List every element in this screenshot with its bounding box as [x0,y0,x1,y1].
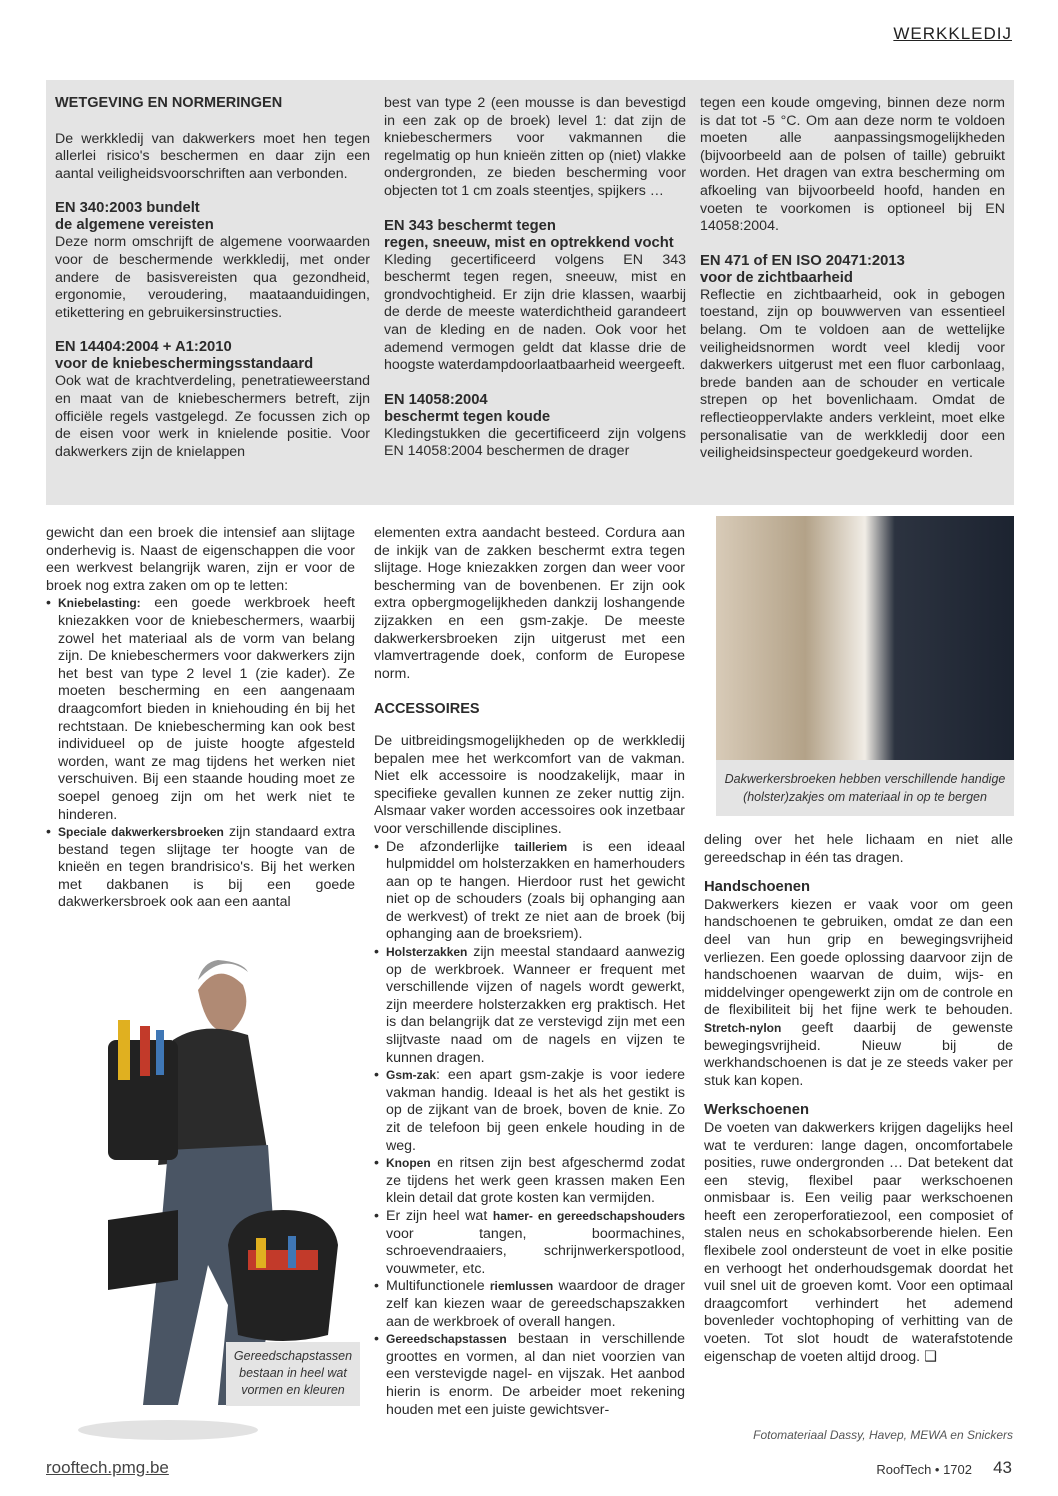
en14058-continued: tegen een koude omgeving, binnen deze norm is dat tot -5 °C. Om aan deze norm te voldoen moeten alle aanpassingsmogelijkheden (bijvoorbeeld aan de polsen of taille) gebruikt worden. Het dragen van extra bescherming om afkoeling van bijvoorbeeld hoofd, handen en voeten te voorkomen is optioneel bij EN 14058:2004. [700,95,1005,235]
shoes-heading: Werkschoenen [704,1102,809,1119]
col3-intro: deling over het hele lichaam en niet alle gereedschap in één tas dragen. [704,832,1013,866]
article-column-3 [704,832,1013,1366]
en471-heading: EN 471 of EN ISO 20471:2013 voor de zichtbaarheid [700,252,905,286]
list-item: • Kniebelasting: een goede werkbroek heeft kniezakken voor de kniebeschermers, waarbij zowel het materiaal als de vorm van belang zijn. De kniebeschermers voor dakwerkers zijn het best van type 2 level 1 (zie kader). Ze moeten bescherming en een aangenaam draagcomfort bieden in kniehouding én bij het rechtstaan. De kniebescherming kan ook best individueel op de juiste hoogte afgesteld worden, want ze mag tijdens het werken niet verschuiven. Bij een staande houding moet ze soepel genoeg zijn om het werk niet te hinderen. [46,595,355,824]
col1-intro: gewicht dan een broek die intensief aan slijtage onderhevig is. Naast de eigenschappen die voor een werkvest belangrijk waren, zijn er voor de broek nog extra zaken om op te letten: [46,525,355,594]
col2-intro: elementen extra aandacht besteed. Cordura aan de inkijk van de zakken beschermt extra tegen slijtage. Hoge kniezakken zorgen dan weer voor bescherming van de bovenbenen. Er zijn ook extra opbergmogelijkheden dankzij loshangende zijzakken en een gsm-zakje. De meeste dakwerkersbroeken zijn uitgerust met een vlamvertragende doek, conform de Europese norm. [374,525,685,682]
en340-text: Deze norm omschrijft de algemene voorwaarden voor de beschermende werkkledij, met onder andere de basisvereisten qua gezondheid, ergonomie, veroudering, maataanduidingen, etikettering en gebruikersinstructies. [55,234,370,321]
en14058-text: Kledingstukken die gecertificeerd zijn volgens EN 14058:2004 beschermen de drager [384,425,686,460]
footer-magazine-issue: RoofTech • 1702 [876,1462,972,1477]
end-mark-icon: ❑ [924,1348,937,1365]
shoes-text: De voeten van dakwerkers krijgen dagelijks heel wat te verduren: lange dagen, oncomfortabele posities, ruwe ondergronden … Dat betekent dat een stevig, flexibel paar werkschoenen onmisbaar is. Een veilig paar werkschoenen heeft een zeroperforatiezool, een composiet of stalen neus en schokabsorberende hielen. Een flexibele zool ondersteunt de voet in elke positie en verhoogt het onderhoudsgemak doordat het vuil snel uit de groeven komt. Voor een optimaal draagcomfort verhindert het ademend bovenleder vochtophoping of verhitting van de voeten. Tot slot houdt de waterafstotende eigenschap de voeten altijd droog. ❑ [704,1119,1013,1365]
col1-bullet-list [46,595,355,912]
photo-caption-tool-bags: Gereedschapstassen bestaan in heel wat vormen en kleuren [226,1342,360,1406]
en14404-text: Ook wat de krachtverdeling, penetratieweerstand en maat van de kniebeschermers betreft, zijn officiële regels vastgelegd. Ze focussen zich op de eisen voor werk in knielende positie. Voor dakwerkers zijn de knielappen [55,373,370,460]
accessories-heading: ACCESSOIRES [374,701,480,718]
section-title: WERKKLEDIJ [893,24,1012,43]
gloves-text: Dakwerkers kiezen er vaak voor om geen handschoenen te gebruiken, omdat ze dan een deel van hun grip en bewegingsvrijheid verliezen. Een goede oplossing daarvoor zijn de handschoenen waarvan de duim, wijs- en middelvinger opengewerkt zijn om de controle en de flexibiliteit bij het fijne werk te behouden. Stretch-nylon geeft daarbij de gewenste bewegingsvrijheid. Nieuw bij de werkhandschoenen is dat je ze steeds vaker per stuk kan kopen. [704,896,1013,1089]
photo-caption-trousers: Dakwerkersbroeken hebben verschillende handige (holster)zakjes om materiaal in op te bergen [716,760,1014,816]
article-column-2 [374,525,685,1419]
list-item: • De afzonderlijke tailleriem is een ideaal hulpmiddel om holsterzakken en hamerhouders aan op te hangen. Hierdoor rust het gewicht niet op de schouders (zoals bij ophanging aan de werkvest) of trekt ze niet aan de broek (bij ophanging aan de broeksriem). [374,839,685,945]
list-item: • Gereedschapstassen bestaan in verschillende groottes en vormen, al dan niet voorzien van een verstevigde nagel- en vijszak. Het aanbod hierin is enorm. De arbeider moet rekening houden met een juiste gewichtsver- [374,1331,685,1419]
en14058-heading: EN 14058:2004 beschermt tegen koude [384,391,551,425]
gloves-heading: Handschoenen [704,879,811,896]
info-box-intro: De werkkledij van dakwerkers moet hen tegen allerlei risico's beschermen en daar zijn een aantal veiligheidsvoorschriften aan verbonden. [55,130,370,182]
article-column-1 [46,525,355,912]
list-item: • Multifunctionele riemlussen waardoor de drager zelf kan kiezen waar de gereedschapszakken aan de werkbroek of overall hangen. [374,1278,685,1331]
page-number: 43 [993,1458,1012,1477]
en14404-heading: EN 14404:2004 + A1:2010 voor de kniebeschermingsstandaard [55,339,314,373]
en343-text: Kleding gecertificeerd volgens EN 343 beschermt tegen regen, sneeuw, mist en grondvochtigheid. Er zijn drie klassen, waarbij de derde de meeste waterdichtheid garandeert van de kleding en de naden. Ook voor het ademend vermogen geldt dat klasse drie de hoogste waterdampdoorlaatbaarheid weergeeft. [384,251,686,374]
list-item: • Gsm-zak: een apart gsm-zakje is voor iedere vakman handig. Ideaal is het als het gestikt is op de zijkant van de broek, boven de knie. Zo zit de telefoon bij geen enkele houding in de weg. [374,1067,685,1155]
accessories-bullet-list [374,839,685,1420]
en14404-continued: best van type 2 (een mousse is dan bevestigd in een zak op de broek) level 1: dat zijn de kniebeschermers voor vakmannen die regelmatig op hun knieën zitten op (niet) vlakke ondergronden, ze bieden bescherming voor objecten tot 1 cm zoals steentjes, spijkers … [384,95,686,199]
en343-heading: EN 343 beschermt tegen regen, sneeuw, mist en optrekkend vocht [384,217,674,251]
list-item: • Holsterzakken zijn meestal standaard aanwezig op de werkbroek. Wanneer er frequent met verschillende vijzen of nagels wordt gewerkt, zijn meerdere holsterzakken erg praktisch. Het is dan belangrijk dat ze verstevigd zijn met een slijtvaste naad om de nagels en vijzen te kunnen dragen. [374,944,685,1067]
list-item: • Speciale dakwerkersbroeken zijn standaard extra bestand tegen slijtage ter hoogte van de knieën en tegen brandrisico's. Bij het werken met dakbanen is bij een goede dakwerkersbroek ook aan een aantal [46,824,355,912]
info-box-title: WETGEVING EN NORMERINGEN [55,95,283,111]
footer-website-link[interactable]: rooftech.pmg.be [46,1458,169,1477]
info-box-column-3 [700,95,1005,463]
info-box-column-2 [384,95,686,461]
accessories-intro: De uitbreidingsmogelijkheden op de werkkledij bepalen mee het werkcomfort van de vakman. Niet elk accessoire is noodzakelijk, maar in specifieke gevallen kunnen ze zeker nuttig zijn. Alsmaar vaker worden accessoires ook inzetbaar voor verschillende disciplines. [374,732,685,837]
en340-heading: EN 340:2003 bundelt de algemene vereisten [55,200,214,234]
photo-work-trousers [716,516,1014,760]
photo-credit: Fotomateriaal Dassy, Havep, MEWA en Snickers [753,1428,1013,1442]
en471-text: Reflectie en zichtbaarheid, ook in gebogen toestand, zijn op bouwwerven van essentieel belang. Om te voldoen aan de wettelijke veiligheidsnormen wordt veel kledij voor dakwerkers uitgerust met een fluor carbonlaag, brede banden aan de schouder en verticale strepen op het bovenlichaam. Omdat de reflectieoppervlakte anders verkleint, moet elke personalisatie van de werkkledij door een veiligheidsinspecteur goedgekeurd worden. [700,286,1005,462]
list-item: • Knopen en ritsen zijn best afgeschermd zodat ze tijdens het werk geen krassen maken Een klein detail dat grote kosten kan vermijden. [374,1155,685,1208]
list-item: • Er zijn heel wat hamer- en gereedschapshouders voor tangen, boormachines, schroevendraaiers, schrijnwerkerspotlood, vouwmeter, etc. [374,1208,685,1278]
info-box-column-1 [55,95,370,461]
